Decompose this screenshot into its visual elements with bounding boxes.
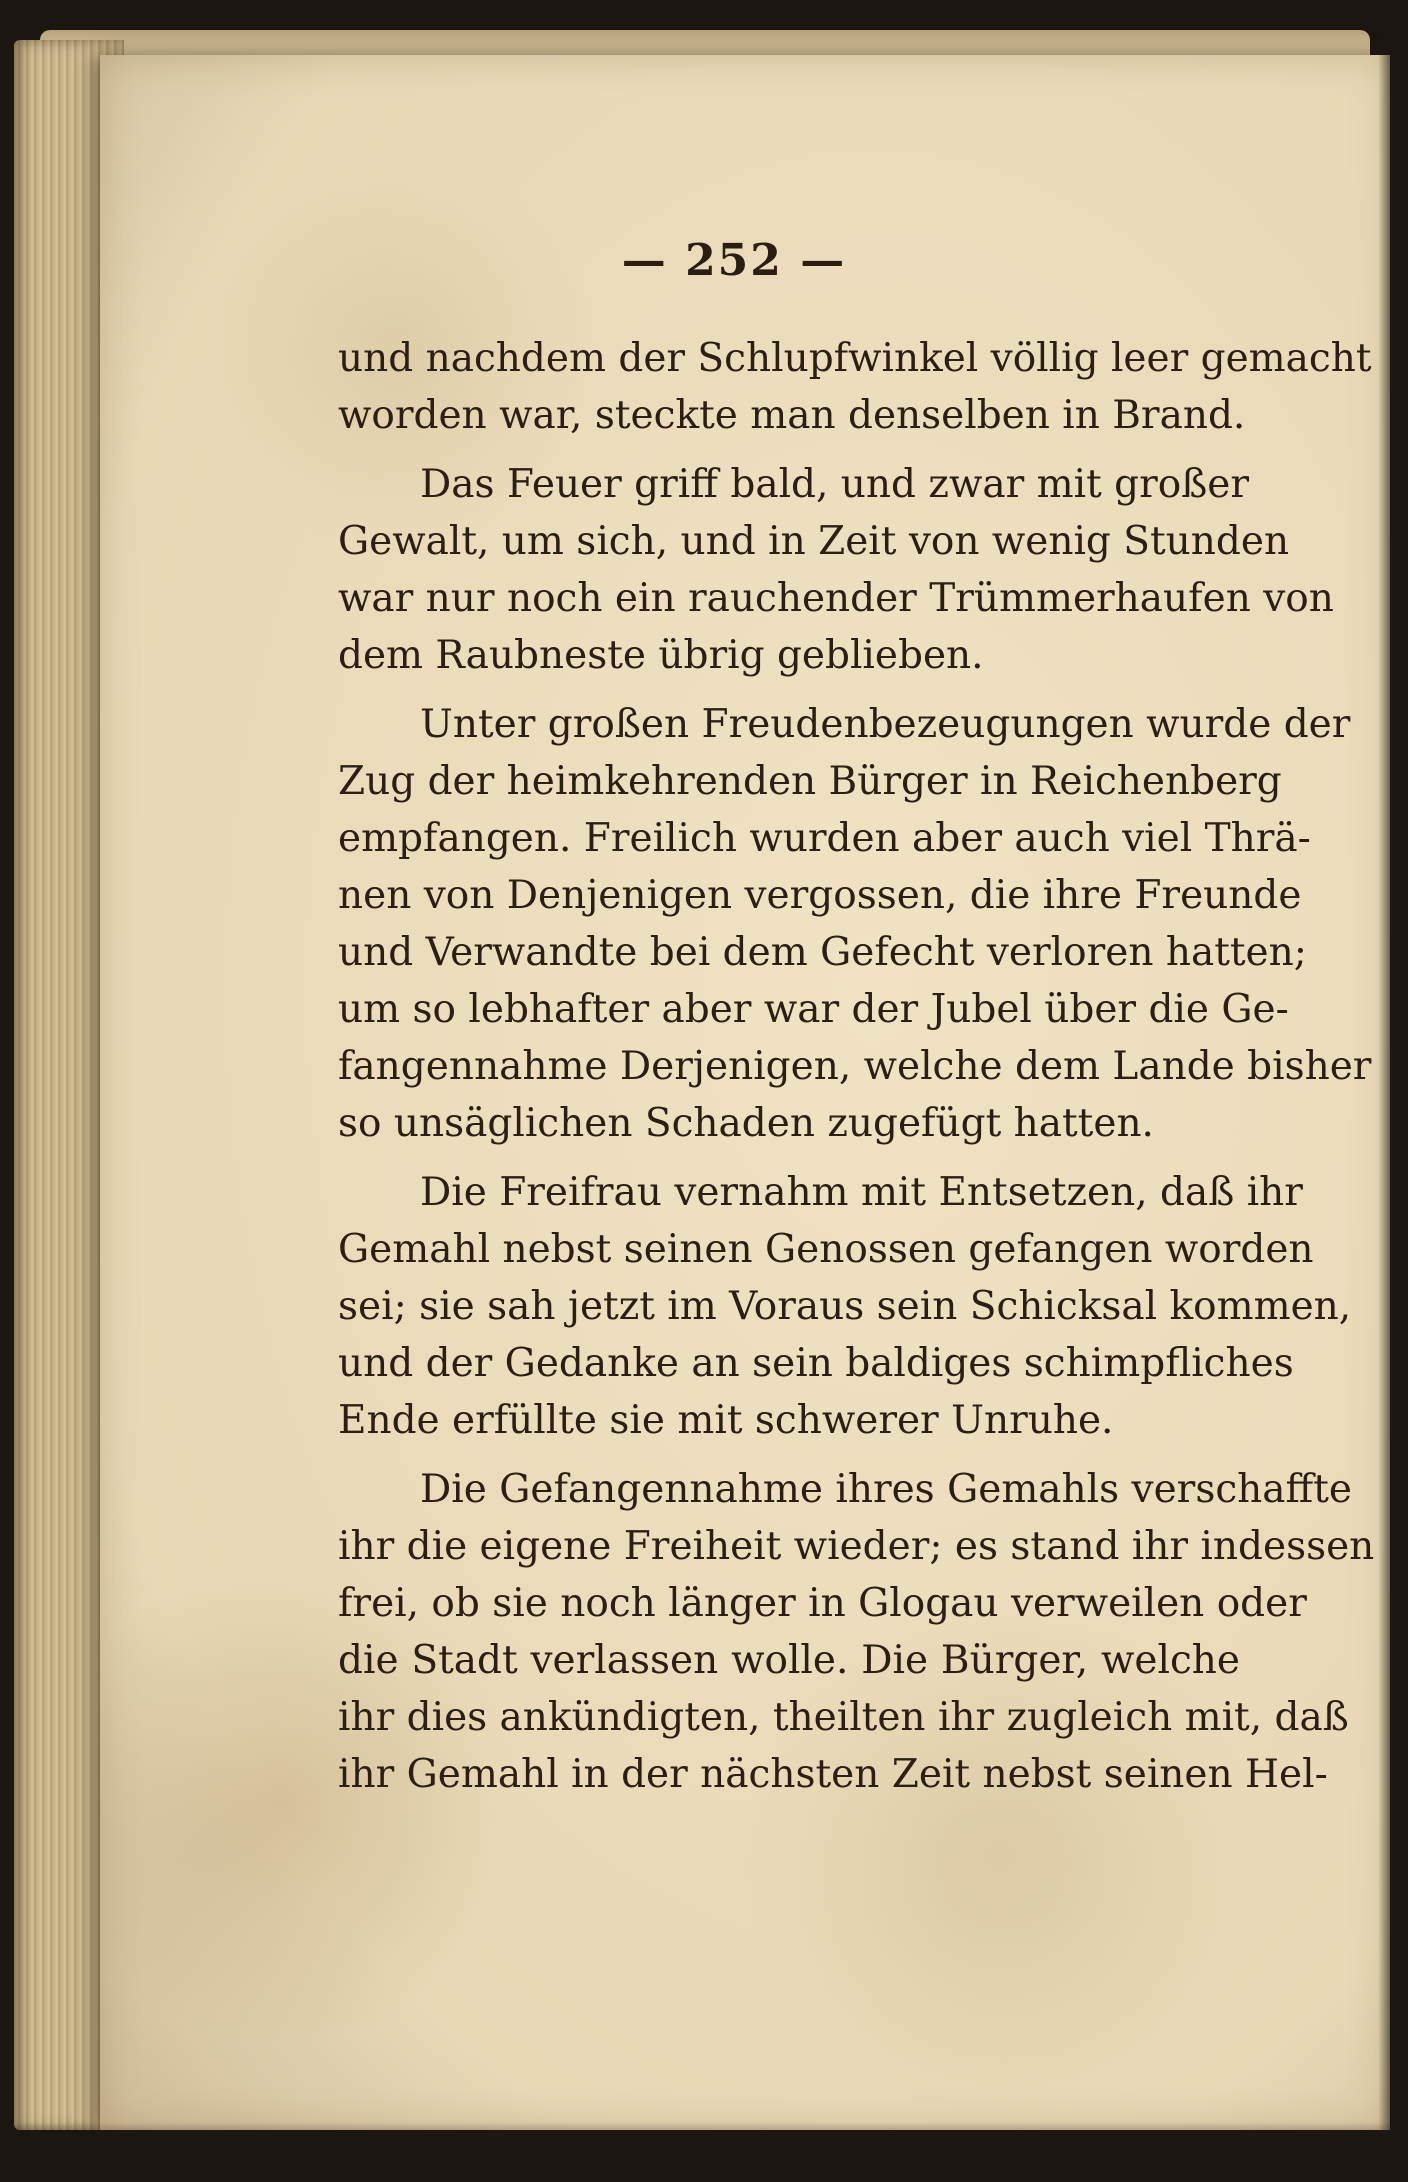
scan-background-right — [1378, 0, 1408, 2182]
text-line: war nur noch ein rauchender Trümmerhaufen von — [338, 576, 1334, 621]
text-line: die Stadt verlassen wolle. Die Bürger, welche — [338, 1638, 1240, 1683]
text-line: und der Gedanke an sein baldiges schimpfliches — [338, 1341, 1294, 1386]
text-line: nen von Denjenigen vergossen, die ihre Freunde — [338, 873, 1302, 918]
scan-background-bottom — [0, 2122, 1408, 2182]
text-line: Ende erfüllte sie mit schwerer Unruhe. — [338, 1398, 1114, 1443]
text-line: so unsäglichen Schaden zugefügt hatten. — [338, 1101, 1154, 1146]
text-line: Das Feuer griff bald, und zwar mit großer — [420, 462, 1250, 507]
text-line: um so lebhafter aber war der Jubel über die Ge- — [338, 987, 1289, 1032]
text-line: empfangen. Freilich wurden aber auch viel Thrä- — [338, 816, 1311, 861]
text-line: ihr dies ankündigten, theilten ihr zugleich mit, daß — [338, 1695, 1349, 1740]
paragraph — [338, 696, 1372, 1152]
paragraph — [338, 330, 1372, 444]
paragraph — [338, 1164, 1352, 1449]
text-line: und Verwandte bei dem Gefecht verloren hatten; — [338, 930, 1307, 975]
text-line: fangennahme Derjenigen, welche dem Lande bisher — [338, 1044, 1372, 1089]
text-line: Die Freifrau vernahm mit Entsetzen, daß ihr — [420, 1170, 1303, 1215]
page-number: — 252 — — [621, 235, 847, 286]
text-line: Die Gefangennahme ihres Gemahls verschaffte — [420, 1467, 1353, 1512]
text-line: und nachdem der Schlupfwinkel völlig leer gemacht — [338, 336, 1372, 381]
paragraph — [338, 1461, 1375, 1803]
paragraph — [338, 456, 1334, 684]
text-line: Gewalt, um sich, und in Zeit von wenig Stunden — [338, 519, 1290, 564]
text-line: Zug der heimkehrenden Bürger in Reichenberg — [338, 759, 1282, 804]
text-line: Unter großen Freudenbezeugungen wurde der — [420, 702, 1351, 747]
text-line: frei, ob sie noch länger in Glogau verweilen oder — [338, 1581, 1307, 1626]
body-text — [338, 330, 1375, 1803]
text-line: worden war, steckte man denselben in Brand. — [338, 393, 1246, 438]
text-line: ihr die eigene Freiheit wieder; es stand ihr indessen — [338, 1524, 1375, 1569]
text-line: sei; sie sah jetzt im Voraus sein Schicksal kommen, — [338, 1284, 1352, 1329]
text-line: dem Raubneste übrig geblieben. — [338, 633, 984, 678]
text-line: ihr Gemahl in der nächsten Zeit nebst seinen Hel- — [338, 1752, 1328, 1797]
text-line: Gemahl nebst seinen Genossen gefangen worden — [338, 1227, 1314, 1272]
